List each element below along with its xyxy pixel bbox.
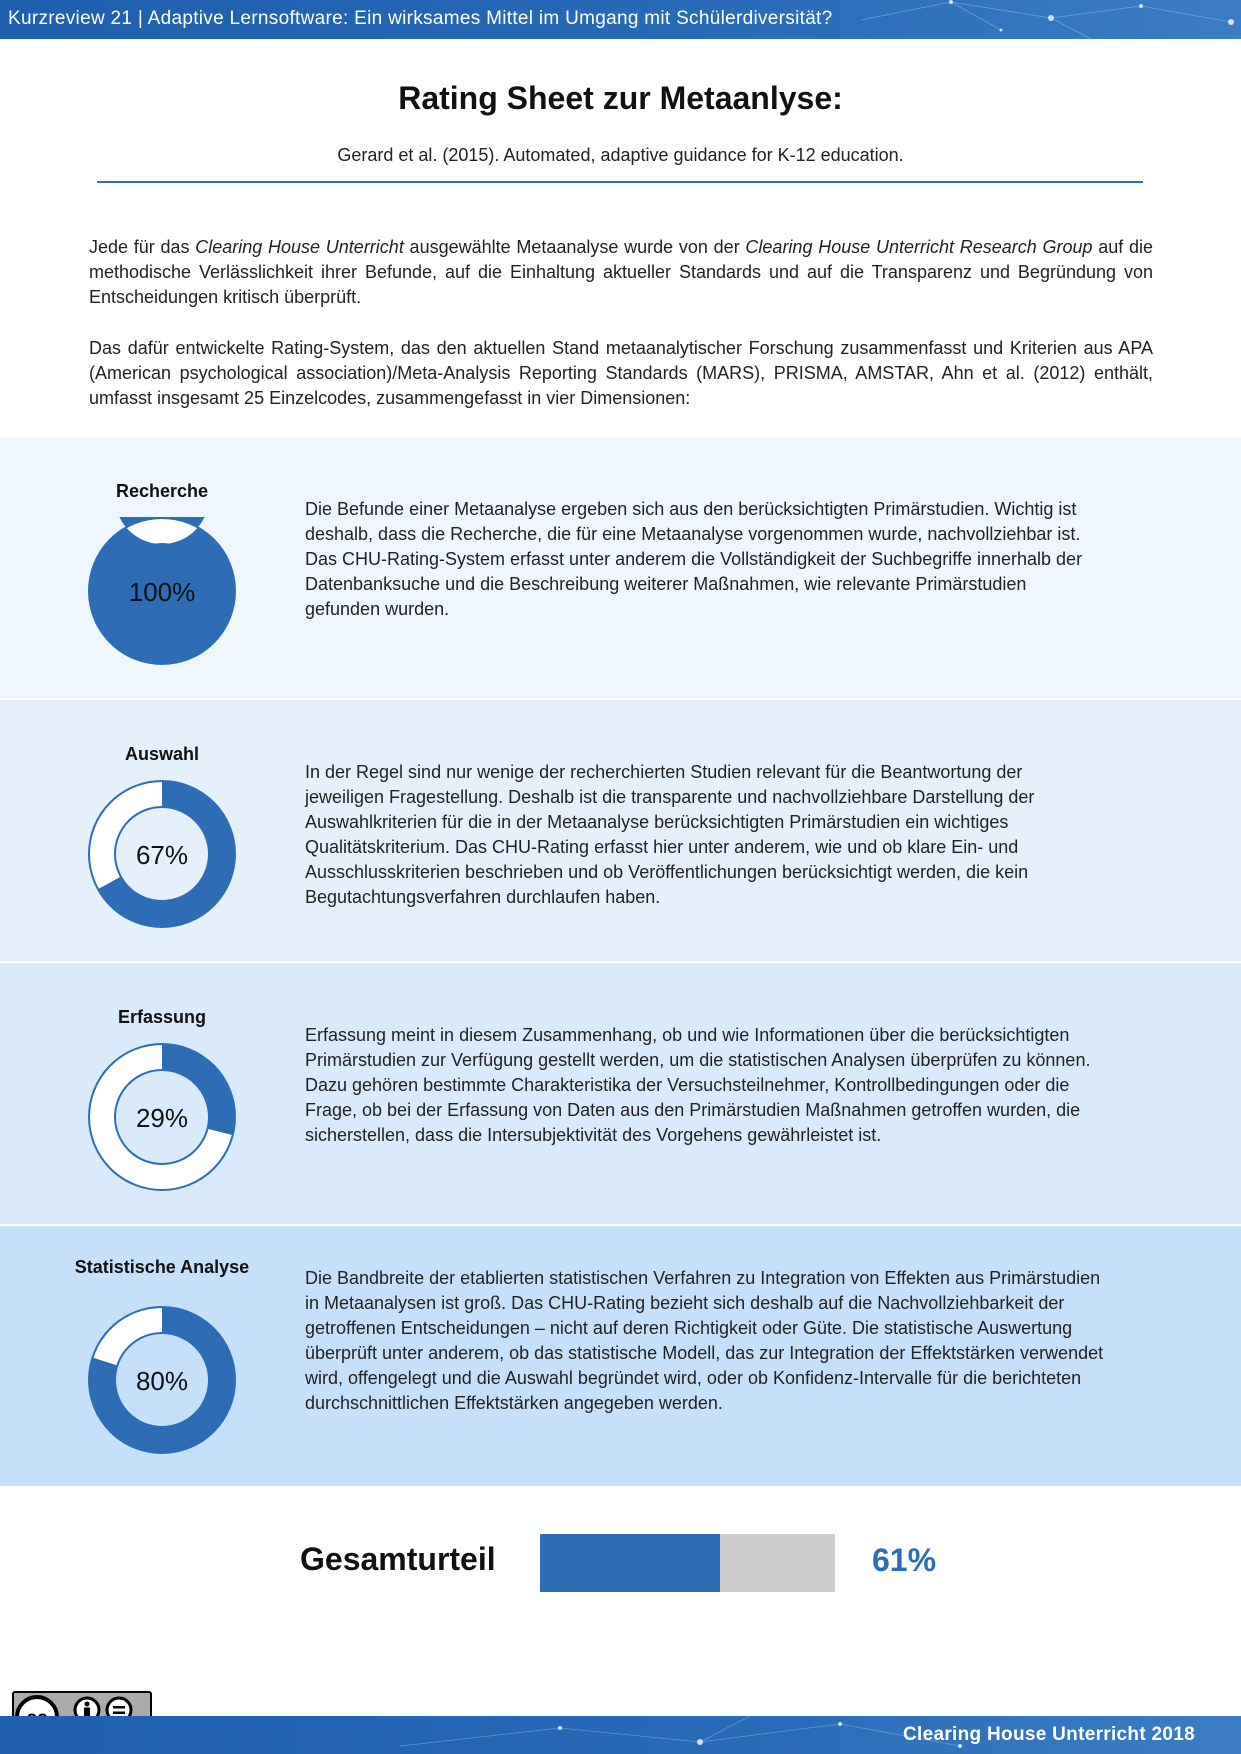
overall-label: Gesamturteil	[300, 1541, 496, 1577]
dimension-label: Auswahl	[124, 744, 199, 764]
rating-value: 80%	[135, 1366, 189, 1396]
overall-progress-fill	[540, 1534, 720, 1592]
rating-donut	[88, 780, 236, 928]
rating-value: 29%	[135, 1103, 189, 1133]
intro-paragraph-2: Das dafür entwickelte Rating-System, das den aktuellen Stand metaanalytischer Forschung zusammenfasst und Kriterien aus APA (American psychological association)/Meta-Analysis Reporting Standards (MARS), PRISMA, AMSTAR, Ahn et al. (2012) enthält, umfasst insgesamt 25 Einzelcodes, zusammengefasst in vier Dimensionen:	[89, 338, 1153, 408]
dimension-label: Statistische Analyse	[74, 1257, 250, 1277]
dimension-description: Die Befunde einer Metaanalyse ergeben sich aus den berücksichtigten Primärstudien. Wichtig ist deshalb, dass die Recherche, die für eine Metaanalyse vorgenommen wurde, nachvollziehbar ist. Das CHU-Rating-System erfasst unter anderem die Vollständigkeit der Suchbegriffe innerhalb der Datenbanksuche und die Beschreibung weiterer Maßnahmen, wie relevante Primärstudien gefunden wurden.	[305, 499, 1083, 619]
dimension-description: Die Bandbreite der etablierten statistischen Verfahren zu Integration von Effekten aus Primärstudien in Metaanalysen ist groß. Das CHU-Rating bezieht sich deshalb auf die Nachvollziehbarkeit der getroffenen Entscheidungen – nicht auf deren Richtigkeit oder Güte. Die statistische Auswertung überprüft unter anderem, ob das statistische Modell, das zur Integration der Effektstärken verwendet wird, offengelegt und die Auswahl begründet wird, oder ob Konfidenz-Intervalle für die berichteten durchschnittlichen Effektstärken angegeben werden.	[305, 1268, 1104, 1413]
dimension-description: Erfassung meint in diesem Zusammenhang, ob und wie Informationen über die berücksichtigten Primärstudien zur Verfügung gestellt werden, um die statistischen Analysen überprüfen zu können. Dazu gehören bestimmte Charakteristika der Versuchsteilnehmer, Kontrollbedingungen oder die Frage, ob bei der Erfassung von Daten aus den Primärstudien Maßnahmen getroffen wurden, die sicherstellen, dass die Intersubjektivität des Vorgehens gewährleistet ist.	[305, 1025, 1091, 1145]
rating-value: 100%	[128, 577, 196, 607]
rating-donut	[88, 517, 236, 665]
rating-donut	[88, 1306, 236, 1454]
intro-paragraph-1: Jede für das Clearing House Unterricht ausgewählte Metaanalyse wurde von der Clearing House Unterricht Research Group auf die methodische Verlässlichkeit ihrer Befunde, auf die Einhaltung aktueller Standards und auf die Transparenz und Begründung von Entscheidungen kritisch überprüft.	[89, 237, 1154, 307]
dimension-label: Recherche	[115, 481, 209, 501]
page-title: Rating Sheet zur Metaanlyse:	[398, 80, 843, 116]
dimension-description: In der Regel sind nur wenige der recherchierten Studien relevant für die Beantwortung der jeweiligen Fragestellung. Deshalb ist die transparente und nachvollziehbare Darstellung der Auswahlkriterien für die in der Metaanalyse berücksichtigten Primärstudien ein wichtiges Qualitätskriterium. Das CHU-Rating erfasst hier unter anderem, wie und ob klare Ein- und Ausschlusskriterien beschrieben und ob Veröffentlichungen berücksichtigt werden, die kein Begutachtungsverfahren durchlaufen haben.	[305, 762, 1035, 907]
dimension-auswahl	[0, 700, 1241, 961]
network-decoration-icon	[821, 0, 1241, 39]
page-subtitle: Gerard et al. (2015). Automated, adaptive guidance for K-12 education.	[337, 145, 904, 165]
dimension-erfassung	[0, 963, 1241, 1224]
overall-value: 61%	[872, 1542, 937, 1578]
rating-donut	[88, 1043, 236, 1191]
dimension-label: Erfassung	[117, 1007, 207, 1027]
header-text: Kurzreview 21 | Adaptive Lernsoftware: Ein wirksames Mittel im Umgang mit Schülerdiversität?	[8, 8, 833, 29]
dimension-recherche	[0, 437, 1241, 698]
footer-text: Clearing House Unterricht 2018	[903, 1724, 1195, 1745]
overall-progress-bar	[540, 1534, 835, 1592]
dimension-statistische-analyse	[0, 1226, 1241, 1486]
footer-bar	[0, 1716, 1241, 1754]
header-bar	[0, 0, 1241, 39]
title-divider	[97, 181, 1143, 183]
rating-value: 67%	[135, 840, 189, 870]
